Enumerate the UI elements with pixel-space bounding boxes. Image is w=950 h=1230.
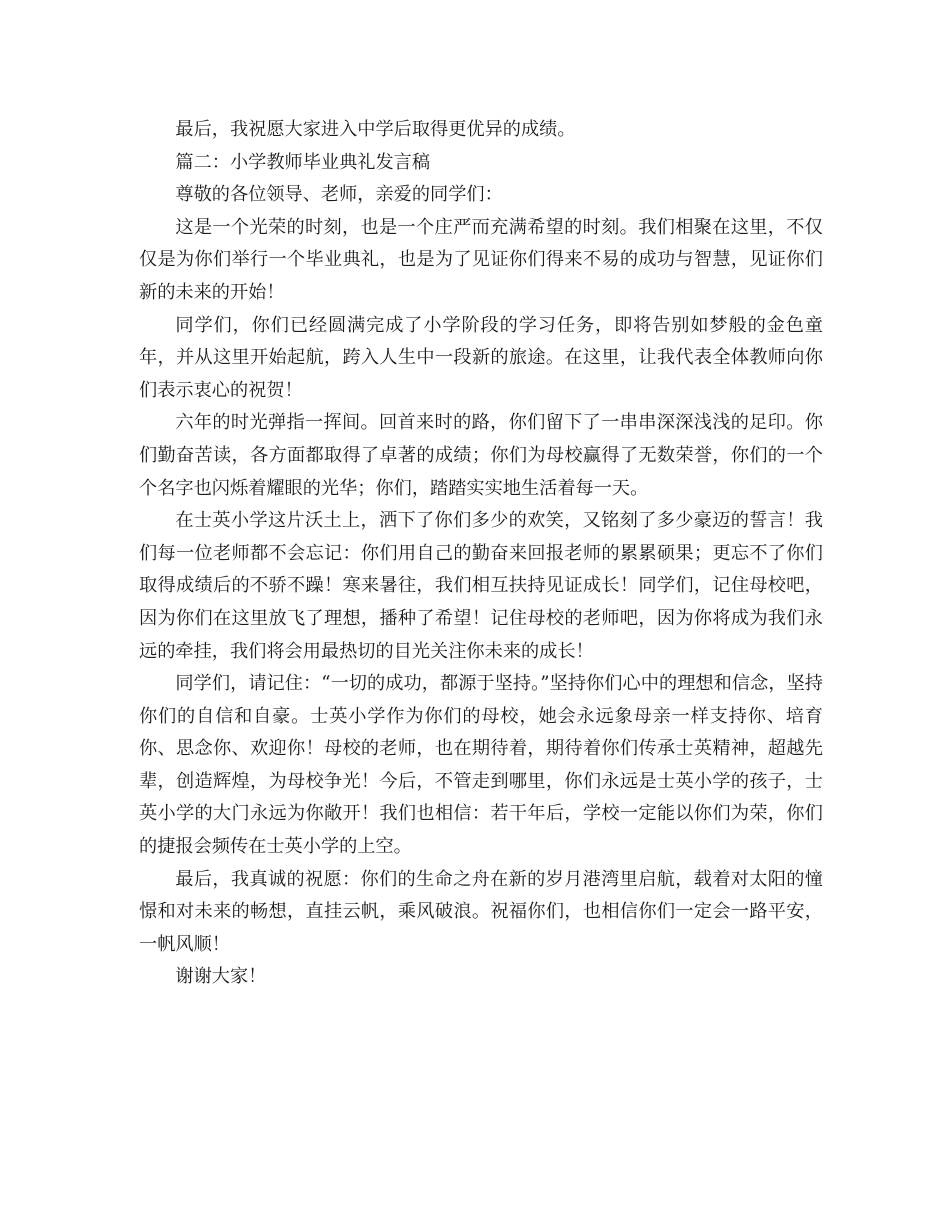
- section-heading: 篇二：小学教师毕业典礼发言稿: [175, 151, 431, 173]
- body-paragraph: 在士英小学这片沃土上，洒下了你们多少的欢笑，又铭刻了多少豪迈的誓言！我们每一位老师都不会忘记：你们用自己的勤奋来回报老师的累累硕果；更忘不了你们取得成绩后的不骄不躁！寒来暑往，我们相互扶持见证成长！同学们，记住母校吧，因为你们在这里放飞了理想，播种了希望！记住母校的老师吧，因为你将成为我们永远的牵挂，我们将会用最热切的目光关注你未来的成长！: [139, 510, 823, 662]
- body-paragraph: 六年的时光弹指一挥间。回首来时的路，你们留下了一串串深深浅浅的足印。你们勤奋苦读，各方面都取得了卓著的成绩；你们为母校赢得了无数荣誉，你们的一个个名字也闪烁着耀眼的光华；你们，踏踏实实地生活着每一天。: [139, 412, 823, 499]
- body-paragraph: 同学们，请记住：“一切的成功，都源于坚持。”坚持你们心中的理想和信念，坚持你们的自信和自豪。士英小学作为你们的母校，她会永远象母亲一样支持你、培育你、思念你、欢迎你！母校的老师，也在期待着，期待着你们传承士英精神，超越先辈，创造辉煌，为母校争光！今后，不管走到哪里，你们永远是士英小学的孩子，士英小学的大门永远为你敞开！我们也相信：若干年后，学校一定能以你们为荣，你们的捷报会频传在士英小学的上空。: [139, 673, 823, 858]
- thanks-line: 谢谢大家！: [175, 966, 267, 988]
- body-paragraph: 这是一个光荣的时刻，也是一个庄严而充满希望的时刻。我们相聚在这里，不仅仅是为你们举行一个毕业典礼，也是为了见证你们得来不易的成功与智慧，见证你们新的未来的开始！: [139, 216, 823, 303]
- document-body: [139, 114, 823, 994]
- body-paragraph: 最后，我真诚的祝愿：你们的生命之舟在新的岁月港湾里启航，载着对太阳的憧憬和对未来的畅想，直挂云帆，乘风破浪。祝福你们，也相信你们一定会一路平安，一帆风顺！: [139, 868, 823, 955]
- salutation: 尊敬的各位领导、老师，亲爱的同学们：: [175, 184, 503, 206]
- closing-wish-paragraph: 最后，我祝愿大家进入中学后取得更优异的成绩。: [175, 119, 576, 140]
- body-paragraph: 同学们，你们已经圆满完成了小学阶段的学习任务，即将告别如梦般的金色童年，并从这里开始起航，跨入人生中一段新的旅途。在这里，让我代表全体教师向你们表示衷心的祝贺！: [139, 314, 823, 401]
